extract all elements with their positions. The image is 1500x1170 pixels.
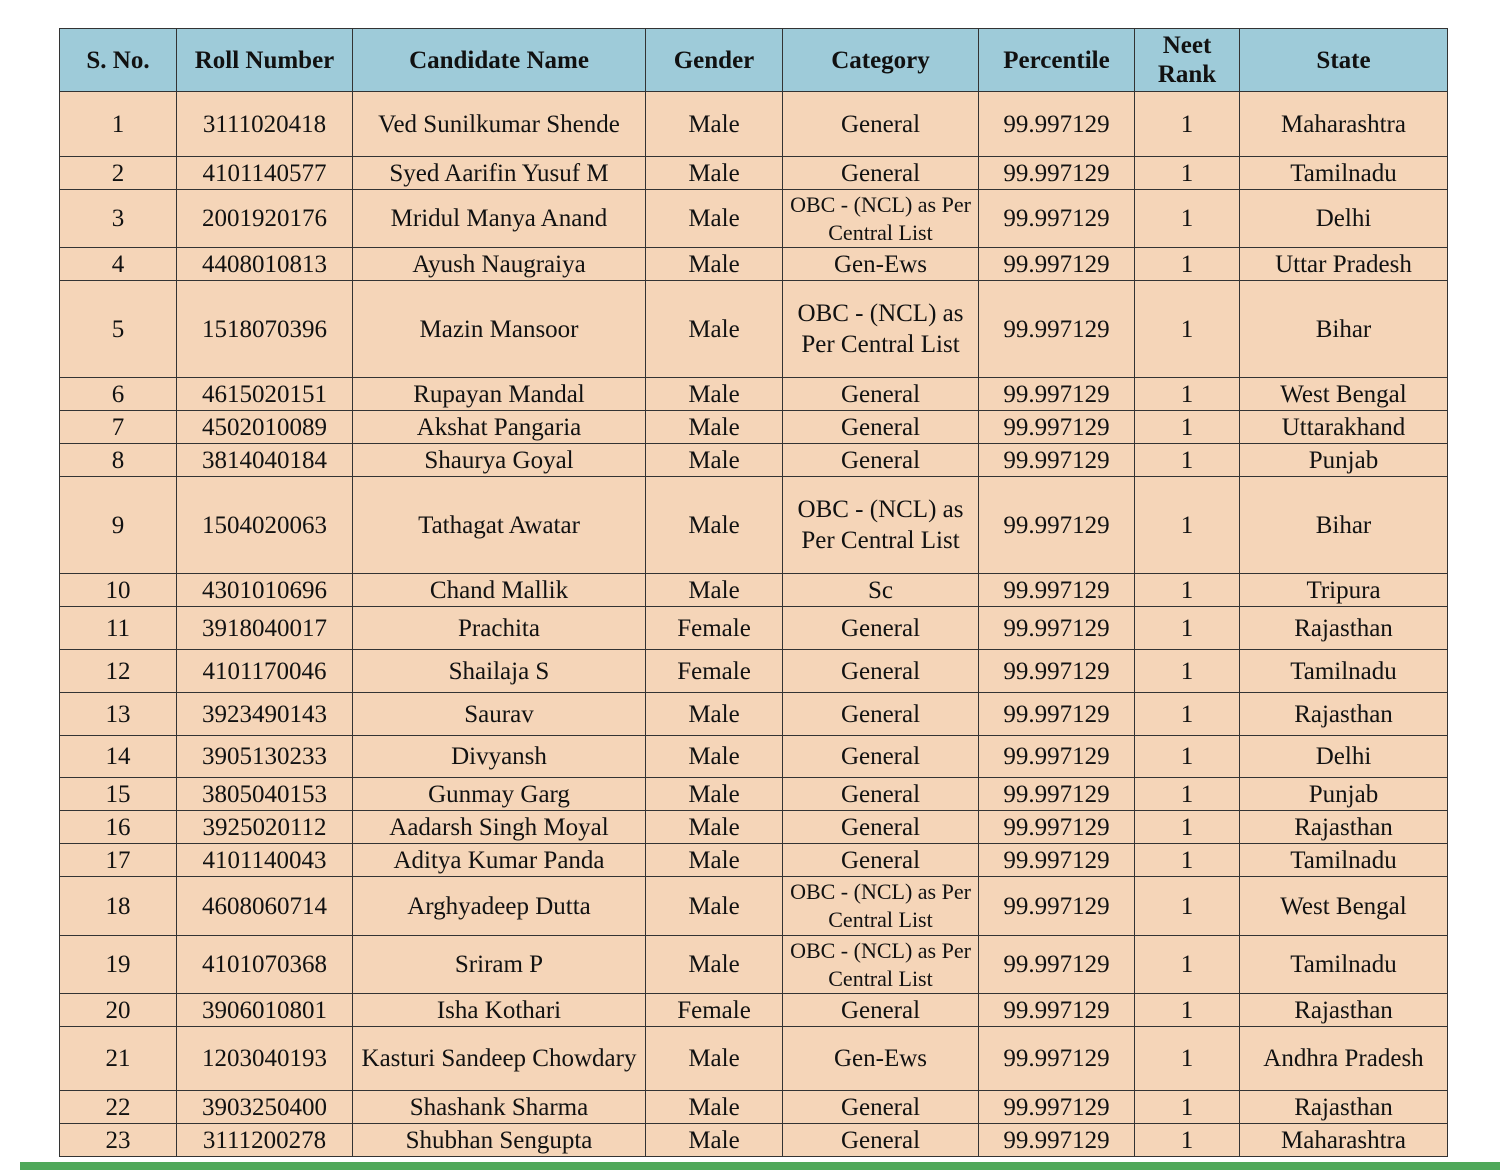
cell-neet-rank: 1 <box>1135 844 1240 877</box>
cell-roll-number: 4502010089 <box>177 411 353 444</box>
cell-serial-number: 2 <box>60 157 177 190</box>
cell-roll-number: 4101170046 <box>177 650 353 693</box>
cell-gender: Male <box>646 190 783 248</box>
cell-serial-number: 5 <box>60 281 177 378</box>
table-row <box>60 877 1448 936</box>
cell-state: Punjab <box>1240 778 1448 811</box>
cell-neet-rank: 1 <box>1135 411 1240 444</box>
cell-gender: Male <box>646 411 783 444</box>
cell-category: General <box>783 444 979 477</box>
table-row <box>60 994 1448 1027</box>
cell-gender: Male <box>646 281 783 378</box>
cell-roll-number: 4301010696 <box>177 574 353 607</box>
cell-category: General <box>783 650 979 693</box>
cell-percentile: 99.997129 <box>979 411 1135 444</box>
cell-state: Rajasthan <box>1240 811 1448 844</box>
column-header-neet-rank: Neet Rank <box>1135 29 1240 92</box>
column-header-percentile: Percentile <box>979 29 1135 92</box>
cell-serial-number: 16 <box>60 811 177 844</box>
table-row <box>60 190 1448 248</box>
cell-percentile: 99.997129 <box>979 844 1135 877</box>
cell-serial-number: 6 <box>60 378 177 411</box>
cell-gender: Male <box>646 92 783 157</box>
cell-state: Delhi <box>1240 736 1448 778</box>
cell-category: OBC - (NCL) as Per Central List <box>783 936 979 994</box>
cell-state: Delhi <box>1240 190 1448 248</box>
table-row <box>60 574 1448 607</box>
cell-candidate-name: Ved Sunilkumar Shende <box>353 92 646 157</box>
cell-candidate-name: Divyansh <box>353 736 646 778</box>
cell-neet-rank: 1 <box>1135 574 1240 607</box>
cell-gender: Male <box>646 811 783 844</box>
cell-roll-number: 4408010813 <box>177 248 353 281</box>
cell-neet-rank: 1 <box>1135 936 1240 994</box>
cell-roll-number: 3925020112 <box>177 811 353 844</box>
cell-candidate-name: Gunmay Garg <box>353 778 646 811</box>
cell-neet-rank: 1 <box>1135 693 1240 736</box>
cell-roll-number: 4615020151 <box>177 378 353 411</box>
cell-state: Tripura <box>1240 574 1448 607</box>
table-body <box>60 92 1448 1157</box>
cell-roll-number: 3111020418 <box>177 92 353 157</box>
cell-neet-rank: 1 <box>1135 477 1240 574</box>
table-row <box>60 936 1448 994</box>
column-header-category: Category <box>783 29 979 92</box>
table-row <box>60 778 1448 811</box>
cell-candidate-name: Prachita <box>353 607 646 650</box>
cell-roll-number: 3906010801 <box>177 994 353 1027</box>
cell-neet-rank: 1 <box>1135 378 1240 411</box>
cell-serial-number: 11 <box>60 607 177 650</box>
cell-serial-number: 1 <box>60 92 177 157</box>
cell-roll-number: 1518070396 <box>177 281 353 378</box>
cell-serial-number: 19 <box>60 936 177 994</box>
cell-neet-rank: 1 <box>1135 1124 1240 1157</box>
cell-percentile: 99.997129 <box>979 574 1135 607</box>
cell-gender: Male <box>646 378 783 411</box>
cell-roll-number: 1203040193 <box>177 1027 353 1091</box>
cell-candidate-name: Shashank Sharma <box>353 1091 646 1124</box>
cell-candidate-name: Kasturi Sandeep Chowdary <box>353 1027 646 1091</box>
cell-category: OBC - (NCL) as Per Central List <box>783 877 979 936</box>
column-header-state: State <box>1240 29 1448 92</box>
cell-neet-rank: 1 <box>1135 281 1240 378</box>
cell-percentile: 99.997129 <box>979 877 1135 936</box>
cell-roll-number: 3111200278 <box>177 1124 353 1157</box>
table-row <box>60 607 1448 650</box>
cell-neet-rank: 1 <box>1135 650 1240 693</box>
cell-roll-number: 3923490143 <box>177 693 353 736</box>
cell-roll-number: 3918040017 <box>177 607 353 650</box>
cell-percentile: 99.997129 <box>979 1124 1135 1157</box>
table-row <box>60 811 1448 844</box>
cell-state: Punjab <box>1240 444 1448 477</box>
cell-percentile: 99.997129 <box>979 693 1135 736</box>
table-row <box>60 411 1448 444</box>
table-row <box>60 844 1448 877</box>
cell-gender: Male <box>646 778 783 811</box>
table-row <box>60 1027 1448 1091</box>
table-header-row <box>60 29 1448 92</box>
table-row <box>60 1091 1448 1124</box>
cell-serial-number: 12 <box>60 650 177 693</box>
cell-percentile: 99.997129 <box>979 778 1135 811</box>
cell-candidate-name: Shailaja S <box>353 650 646 693</box>
cell-serial-number: 20 <box>60 994 177 1027</box>
cell-candidate-name: Shaurya Goyal <box>353 444 646 477</box>
cell-neet-rank: 1 <box>1135 190 1240 248</box>
cell-gender: Male <box>646 444 783 477</box>
cell-category: General <box>783 411 979 444</box>
cell-neet-rank: 1 <box>1135 1091 1240 1124</box>
cell-gender: Male <box>646 157 783 190</box>
cell-state: West Bengal <box>1240 378 1448 411</box>
table-row <box>60 92 1448 157</box>
table-row <box>60 378 1448 411</box>
cell-serial-number: 23 <box>60 1124 177 1157</box>
cell-category: General <box>783 693 979 736</box>
footer-divider <box>20 1162 1500 1170</box>
cell-roll-number: 4608060714 <box>177 877 353 936</box>
table-row <box>60 1124 1448 1157</box>
cell-serial-number: 3 <box>60 190 177 248</box>
cell-state: Tamilnadu <box>1240 157 1448 190</box>
cell-category: General <box>783 778 979 811</box>
cell-gender: Male <box>646 936 783 994</box>
cell-roll-number: 4101140577 <box>177 157 353 190</box>
cell-serial-number: 9 <box>60 477 177 574</box>
cell-category: OBC - (NCL) as Per Central List <box>783 281 979 378</box>
cell-category: General <box>783 607 979 650</box>
cell-category: General <box>783 844 979 877</box>
table-row <box>60 477 1448 574</box>
cell-neet-rank: 1 <box>1135 157 1240 190</box>
cell-state: Rajasthan <box>1240 994 1448 1027</box>
column-header-roll-number: Roll Number <box>177 29 353 92</box>
cell-percentile: 99.997129 <box>979 811 1135 844</box>
cell-neet-rank: 1 <box>1135 736 1240 778</box>
cell-candidate-name: Akshat Pangaria <box>353 411 646 444</box>
cell-gender: Male <box>646 1124 783 1157</box>
cell-roll-number: 2001920176 <box>177 190 353 248</box>
column-header-candidate-name: Candidate Name <box>353 29 646 92</box>
cell-category: Gen-Ews <box>783 248 979 281</box>
cell-neet-rank: 1 <box>1135 92 1240 157</box>
cell-roll-number: 4101070368 <box>177 936 353 994</box>
cell-category: General <box>783 1091 979 1124</box>
cell-percentile: 99.997129 <box>979 378 1135 411</box>
cell-gender: Male <box>646 1091 783 1124</box>
cell-neet-rank: 1 <box>1135 444 1240 477</box>
cell-roll-number: 3903250400 <box>177 1091 353 1124</box>
cell-gender: Male <box>646 574 783 607</box>
column-header-serial-number: S. No. <box>60 29 177 92</box>
cell-candidate-name: Syed Aarifin Yusuf M <box>353 157 646 190</box>
cell-candidate-name: Chand Mallik <box>353 574 646 607</box>
cell-category: General <box>783 1124 979 1157</box>
cell-serial-number: 22 <box>60 1091 177 1124</box>
cell-percentile: 99.997129 <box>979 936 1135 994</box>
cell-candidate-name: Mazin Mansoor <box>353 281 646 378</box>
cell-percentile: 99.997129 <box>979 190 1135 248</box>
cell-gender: Female <box>646 994 783 1027</box>
cell-serial-number: 8 <box>60 444 177 477</box>
cell-state: Andhra Pradesh <box>1240 1027 1448 1091</box>
cell-roll-number: 3814040184 <box>177 444 353 477</box>
cell-gender: Male <box>646 877 783 936</box>
cell-candidate-name: Mridul Manya Anand <box>353 190 646 248</box>
cell-gender: Female <box>646 607 783 650</box>
cell-serial-number: 10 <box>60 574 177 607</box>
cell-percentile: 99.997129 <box>979 994 1135 1027</box>
cell-state: Tamilnadu <box>1240 650 1448 693</box>
cell-percentile: 99.997129 <box>979 1091 1135 1124</box>
cell-state: Maharashtra <box>1240 1124 1448 1157</box>
cell-state: Rajasthan <box>1240 607 1448 650</box>
cell-serial-number: 15 <box>60 778 177 811</box>
cell-gender: Male <box>646 693 783 736</box>
cell-state: Bihar <box>1240 477 1448 574</box>
cell-percentile: 99.997129 <box>979 607 1135 650</box>
cell-state: Tamilnadu <box>1240 844 1448 877</box>
cell-candidate-name: Saurav <box>353 693 646 736</box>
cell-serial-number: 13 <box>60 693 177 736</box>
cell-candidate-name: Isha Kothari <box>353 994 646 1027</box>
cell-category: OBC - (NCL) as Per Central List <box>783 190 979 248</box>
cell-state: Uttar Pradesh <box>1240 248 1448 281</box>
cell-roll-number: 3805040153 <box>177 778 353 811</box>
table-row <box>60 736 1448 778</box>
cell-state: Maharashtra <box>1240 92 1448 157</box>
cell-category: General <box>783 994 979 1027</box>
cell-percentile: 99.997129 <box>979 157 1135 190</box>
neet-toppers-table <box>59 28 1448 1157</box>
cell-roll-number: 1504020063 <box>177 477 353 574</box>
cell-serial-number: 17 <box>60 844 177 877</box>
cell-gender: Male <box>646 736 783 778</box>
cell-percentile: 99.997129 <box>979 1027 1135 1091</box>
cell-category: General <box>783 736 979 778</box>
cell-serial-number: 18 <box>60 877 177 936</box>
cell-candidate-name: Shubhan Sengupta <box>353 1124 646 1157</box>
cell-state: West Bengal <box>1240 877 1448 936</box>
cell-category: Sc <box>783 574 979 607</box>
table-row <box>60 650 1448 693</box>
cell-gender: Male <box>646 844 783 877</box>
cell-percentile: 99.997129 <box>979 650 1135 693</box>
cell-neet-rank: 1 <box>1135 994 1240 1027</box>
cell-gender: Male <box>646 248 783 281</box>
cell-serial-number: 14 <box>60 736 177 778</box>
cell-gender: Female <box>646 650 783 693</box>
cell-percentile: 99.997129 <box>979 477 1135 574</box>
cell-candidate-name: Tathagat Awatar <box>353 477 646 574</box>
cell-percentile: 99.997129 <box>979 736 1135 778</box>
table-row <box>60 157 1448 190</box>
cell-percentile: 99.997129 <box>979 444 1135 477</box>
cell-neet-rank: 1 <box>1135 778 1240 811</box>
cell-state: Rajasthan <box>1240 1091 1448 1124</box>
cell-roll-number: 3905130233 <box>177 736 353 778</box>
cell-category: OBC - (NCL) as Per Central List <box>783 477 979 574</box>
cell-serial-number: 4 <box>60 248 177 281</box>
cell-candidate-name: Ayush Naugraiya <box>353 248 646 281</box>
cell-serial-number: 7 <box>60 411 177 444</box>
cell-state: Tamilnadu <box>1240 936 1448 994</box>
table-row <box>60 281 1448 378</box>
column-header-gender: Gender <box>646 29 783 92</box>
table-row <box>60 693 1448 736</box>
cell-roll-number: 4101140043 <box>177 844 353 877</box>
cell-category: General <box>783 811 979 844</box>
cell-candidate-name: Rupayan Mandal <box>353 378 646 411</box>
cell-state: Uttarakhand <box>1240 411 1448 444</box>
cell-candidate-name: Aadarsh Singh Moyal <box>353 811 646 844</box>
cell-category: General <box>783 157 979 190</box>
cell-candidate-name: Arghyadeep Dutta <box>353 877 646 936</box>
cell-category: General <box>783 378 979 411</box>
cell-percentile: 99.997129 <box>979 92 1135 157</box>
cell-category: Gen-Ews <box>783 1027 979 1091</box>
cell-neet-rank: 1 <box>1135 607 1240 650</box>
cell-candidate-name: Aditya Kumar Panda <box>353 844 646 877</box>
cell-percentile: 99.997129 <box>979 281 1135 378</box>
cell-category: General <box>783 92 979 157</box>
cell-neet-rank: 1 <box>1135 877 1240 936</box>
cell-neet-rank: 1 <box>1135 1027 1240 1091</box>
cell-gender: Male <box>646 1027 783 1091</box>
cell-neet-rank: 1 <box>1135 811 1240 844</box>
cell-state: Bihar <box>1240 281 1448 378</box>
cell-percentile: 99.997129 <box>979 248 1135 281</box>
cell-serial-number: 21 <box>60 1027 177 1091</box>
table-row <box>60 444 1448 477</box>
cell-neet-rank: 1 <box>1135 248 1240 281</box>
cell-candidate-name: Sriram P <box>353 936 646 994</box>
cell-gender: Male <box>646 477 783 574</box>
table-row <box>60 248 1448 281</box>
cell-state: Rajasthan <box>1240 693 1448 736</box>
